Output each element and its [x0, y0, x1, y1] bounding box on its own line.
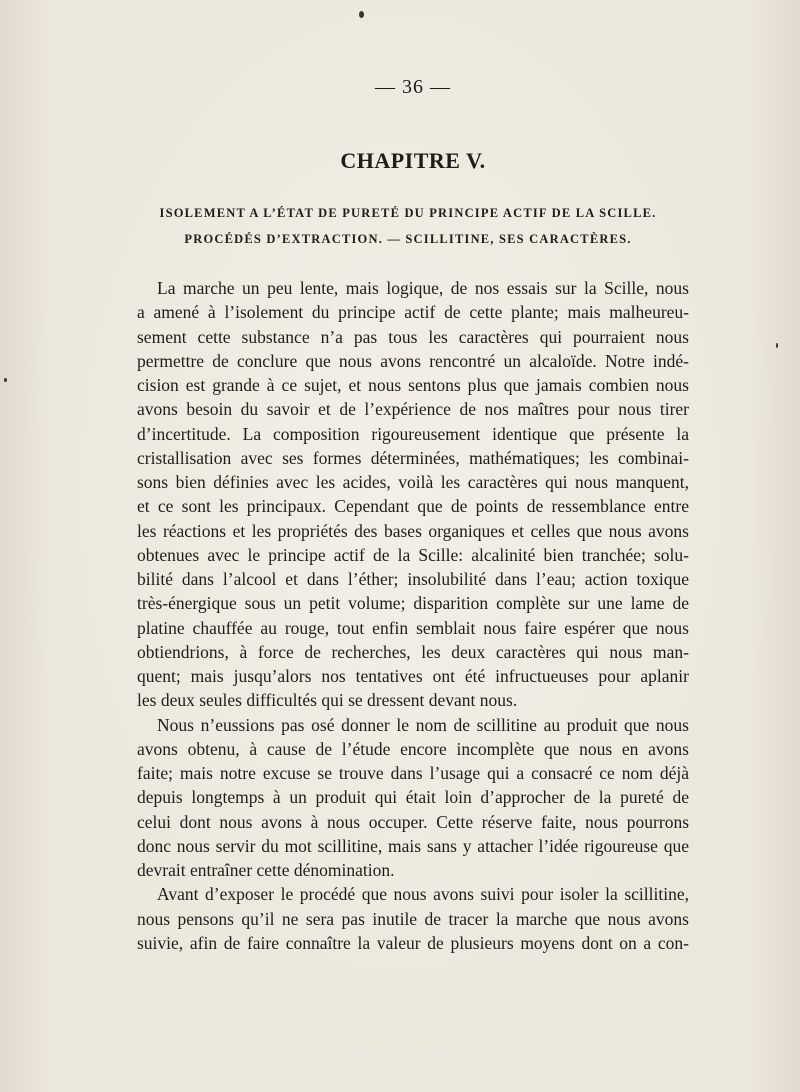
chapter-subtitle-line-1: ISOLEMENT A L’ÉTAT DE PURETÉ DU PRINCIPE ACTIF DE LA SCILLE. — [159, 206, 657, 220]
text-line: bilité dans l’alcool et dans l’éther; insolubilité dans l’eau; action toxique — [137, 569, 689, 589]
text-line: nous pensons qu’il ne sera pas inutile de tracer la marche que nous avons — [137, 908, 689, 929]
text-line: celui dont nous avons à nous occuper. Cette réserve faite, nous pourrons — [137, 811, 689, 832]
text-line: cristallisation avec ses formes déterminées, mathématiques; les combinai- — [137, 447, 689, 468]
text-line: devrait entraîner cette dénomination. — [137, 860, 395, 880]
text-line: très-énergique sous un petit volume; disparition complète sur une lame de — [137, 593, 689, 614]
paragraph-3 — [137, 882, 689, 955]
text-line: platine chauffée au rouge, tout enfin semblait nous faire espérer que nous — [137, 617, 689, 638]
text-line: d’incertitude. La composition rigoureusement identique que présente la — [137, 423, 689, 444]
text-line: les deux seules difficultés qui se dressent devant nous. — [137, 690, 518, 711]
text-line: avons besoin du savoir et de l’expérience de nos maîtres pour nous tirer — [137, 399, 689, 420]
text-line: quent; mais jusqu’alors nos tentatives ont été infructueuses pour aplanir — [137, 666, 689, 686]
text-line: Avant d’exposer le procédé que nous avons suivi pour isoler la scillitine, — [157, 884, 689, 905]
text-line: avons obtenu, à cause de l’étude encore incomplète que nous en avons — [137, 738, 689, 759]
text-line: obtiendrions, à force de recherches, les deux caractères qui nous man- — [137, 641, 689, 662]
text-line: cision est grande à ce sujet, et nous sentons plus que jamais combien nous — [137, 375, 689, 395]
ink-speck — [776, 343, 778, 348]
text-line: a amené à l’isolement du principe actif de cette plante; mais malheureu- — [137, 302, 689, 323]
ink-speck — [4, 378, 7, 382]
text-line: sement cette substance n’a pas tous les caractères qui pourraient nous — [137, 326, 689, 347]
text-line: depuis longtemps à un produit qui était loin d’approcher de la pureté de — [137, 787, 689, 808]
text-line: les réactions et les propriétés des bases organiques et celles que nous avons — [137, 520, 689, 541]
paragraph-1 — [137, 276, 689, 713]
paragraph-2 — [137, 713, 689, 883]
text-line: suivie, afin de faire connaître la valeur de plusieurs moyens dont on a con- — [137, 932, 689, 953]
text-line: permettre de conclure que nous avons rencontré un alcaloïde. Notre indé- — [137, 350, 689, 371]
text-line: et ce sont les principaux. Cependant que de points de ressemblance entre — [137, 496, 689, 517]
chapter-title: CHAPITRE V. — [340, 148, 486, 173]
text-line: La marche un peu lente, mais logique, de nos essais sur la Scille, nous — [157, 278, 689, 298]
chapter-subtitle-line-2: PROCÉDÉS D’EXTRACTION. — SCILLITINE, SES CARACTÈRES. — [184, 232, 632, 246]
text-line: donc nous servir du mot scillitine, mais sans y attacher l’idée rigoureuse que — [137, 835, 689, 856]
ink-speck — [359, 11, 364, 18]
body-text — [137, 276, 689, 955]
text-line: Nous n’eussions pas osé donner le nom de scillitine au produit que nous — [157, 714, 689, 735]
text-line: faite; mais notre excuse se trouve dans l’usage qui a consacré ce nom déjà — [137, 763, 689, 783]
page-number: — 36 — — [375, 76, 451, 98]
text-line: obtenues avec le principe actif de la Scille: alcalinité bien tranchée; solu- — [137, 544, 689, 565]
text-line: sons bien définies avec les acides, voilà les caractères qui nous manquent, — [137, 472, 689, 492]
